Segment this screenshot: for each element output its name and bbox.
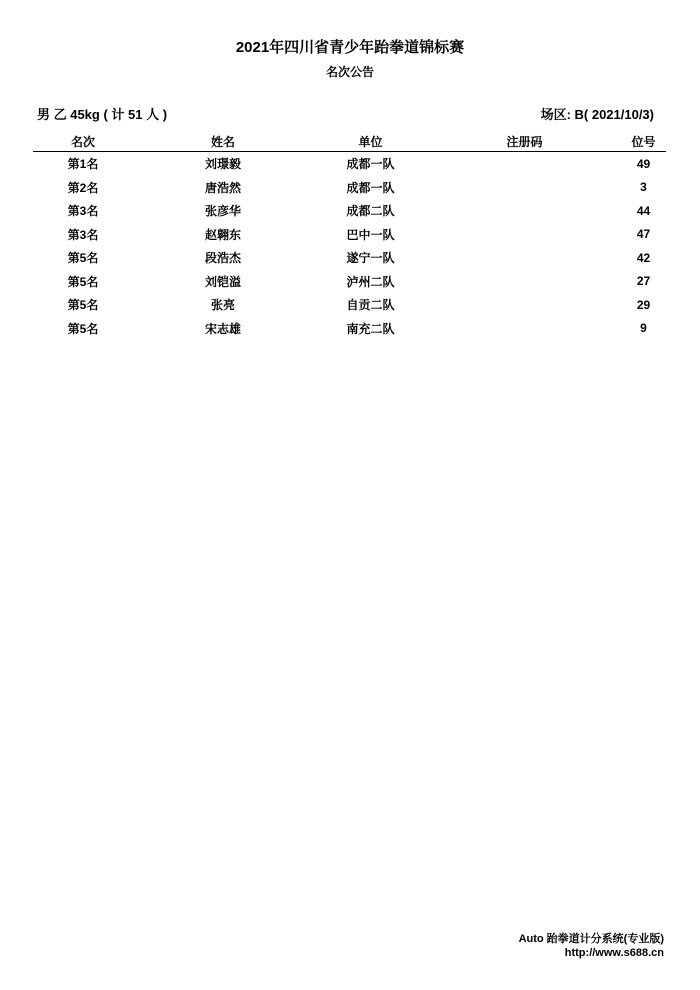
header-name: 姓名	[133, 132, 313, 152]
cell-team: 遂宁一队	[346, 251, 395, 266]
document-subtitle: 名次公告	[325, 65, 374, 79]
cell-number: 29	[636, 297, 651, 312]
cell-number: 9	[640, 321, 647, 336]
cell-rank: 第5名	[67, 274, 99, 289]
cell-number: 42	[636, 250, 651, 265]
cell-rank: 第5名	[67, 298, 99, 313]
cell-name: 赵翱东	[204, 227, 241, 242]
cell-rank: 第5名	[67, 321, 99, 336]
cell-number: 3	[640, 180, 647, 195]
cell-registration	[428, 223, 621, 247]
cell-name: 张彦华	[204, 204, 241, 219]
header-number: 位号	[621, 132, 666, 152]
table-row	[33, 223, 666, 247]
venue-date: 场区: B( 2021/10/3)	[540, 107, 654, 122]
table-header-row	[33, 132, 666, 152]
cell-rank: 第3名	[67, 204, 99, 219]
cell-team: 南充二队	[346, 321, 395, 336]
cell-registration	[428, 199, 621, 223]
header-rank: 名次	[33, 132, 133, 152]
table-row	[33, 293, 666, 317]
cell-registration	[428, 152, 621, 176]
cell-name: 唐浩然	[204, 180, 241, 195]
cell-team: 自贡二队	[346, 298, 395, 313]
footer-url: http://www.s688.cn	[564, 947, 664, 959]
cell-number: 49	[636, 156, 651, 171]
weight-category: 男 乙 45kg ( 计 51 人 )	[37, 107, 168, 122]
table-row	[33, 246, 666, 270]
cell-name: 宋志雄	[204, 321, 241, 336]
header-team: 单位	[313, 132, 428, 152]
table-row	[33, 199, 666, 223]
cell-registration	[428, 270, 621, 294]
cell-team: 巴中一队	[346, 227, 395, 242]
cell-number: 27	[636, 274, 651, 289]
cell-name: 张亮	[210, 298, 235, 313]
header-registration: 注册码	[428, 132, 621, 152]
cell-team: 成都一队	[346, 180, 395, 195]
cell-rank: 第3名	[67, 227, 99, 242]
table-row	[33, 176, 666, 200]
cell-team: 泸州二队	[346, 274, 395, 289]
cell-number: 47	[636, 227, 651, 242]
cell-rank: 第1名	[67, 157, 99, 172]
results-table	[33, 132, 666, 340]
cell-name: 刘璟毅	[204, 157, 241, 172]
footer-system-name: Auto 跆拳道计分系统(专业版)	[518, 933, 664, 945]
cell-team: 成都一队	[346, 157, 395, 172]
cell-rank: 第2名	[67, 180, 99, 195]
cell-number: 44	[636, 203, 651, 218]
cell-team: 成都二队	[346, 204, 395, 219]
table-row	[33, 270, 666, 294]
cell-name: 段浩杰	[204, 251, 241, 266]
cell-registration	[428, 176, 621, 200]
cell-rank: 第5名	[67, 251, 99, 266]
table-row	[33, 152, 666, 176]
document-title: 2021年四川省青少年跆拳道锦标赛	[235, 39, 465, 56]
cell-registration	[428, 293, 621, 317]
cell-registration	[428, 317, 621, 341]
cell-name: 刘铠溢	[204, 274, 241, 289]
cell-registration	[428, 246, 621, 270]
table-row	[33, 317, 666, 341]
